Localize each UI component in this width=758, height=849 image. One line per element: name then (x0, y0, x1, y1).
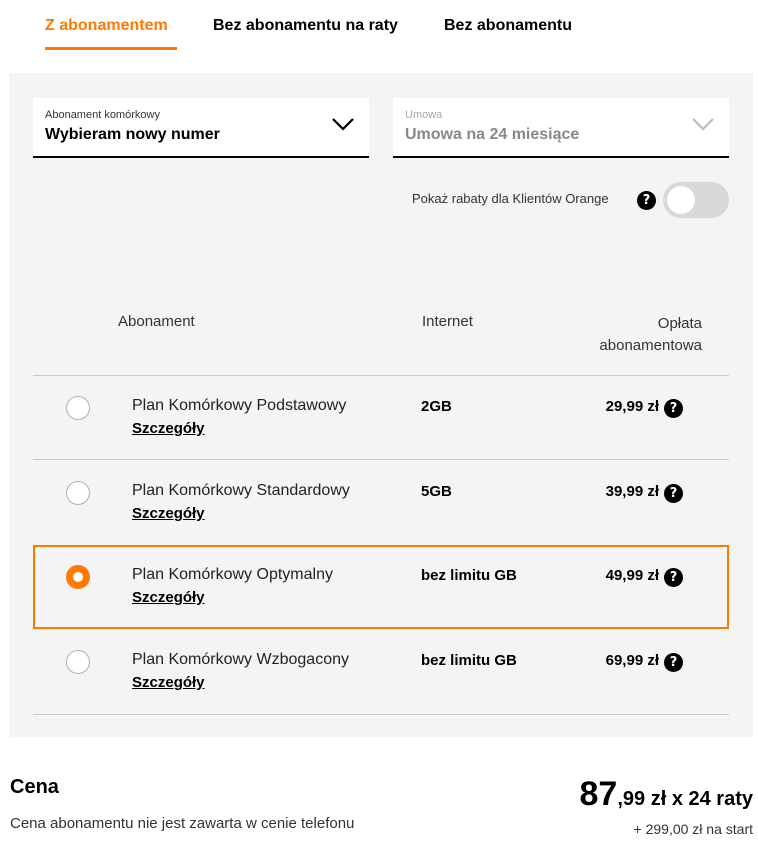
plan-type-select[interactable] (33, 98, 369, 158)
contract-select[interactable] (393, 98, 729, 158)
column-header-fee (560, 313, 702, 357)
plan-type-value: Wybieram nowy numer (45, 126, 220, 143)
discount-toggle[interactable] (663, 182, 729, 218)
details-link[interactable]: Szczegóły (132, 420, 205, 437)
plan-row[interactable] (33, 461, 729, 545)
contract-label: Umowa (405, 109, 443, 121)
contract-value: Umowa na 24 miesiące (405, 126, 580, 143)
help-icon[interactable]: ? (664, 484, 683, 503)
details-link[interactable]: Szczegóły (132, 674, 205, 691)
plan-price: 49,99 zł (605, 567, 659, 584)
column-header-fee-line2: abonamentowa (599, 337, 702, 354)
column-header-plan: Abonament (118, 313, 195, 330)
tab-bez-abonamentu-na-raty[interactable]: Bez abonamentu na raty (213, 17, 398, 34)
installment-price-rest: ,99 zł x 24 raty (617, 788, 753, 810)
installment-price (580, 775, 753, 814)
plan-price: 39,99 zł (605, 483, 659, 500)
plan-name: Plan Komórkowy Wzbogacony (132, 651, 349, 668)
tab-bez-abonamentu[interactable]: Bez abonamentu (444, 17, 573, 34)
details-link[interactable]: Szczegóły (132, 589, 205, 606)
plan-name: Plan Komórkowy Standardowy (132, 482, 350, 499)
chevron-down-icon (331, 116, 355, 132)
column-header-fee-line1: Opłata (657, 315, 702, 332)
price-note: Cena abonamentu nie jest zawarta w cenie telefonu (10, 815, 355, 832)
plan-row[interactable] (33, 376, 729, 460)
plan-price: 29,99 zł (605, 398, 659, 415)
start-price: + 299,00 zł na start (633, 821, 753, 837)
plan-name: Plan Komórkowy Podstawowy (132, 397, 347, 414)
plan-radio-selected[interactable] (66, 565, 90, 589)
help-icon[interactable]: ? (664, 399, 683, 418)
plan-radio[interactable] (66, 650, 90, 674)
column-header-internet: Internet (422, 313, 473, 330)
plan-name: Plan Komórkowy Optymalny (132, 566, 333, 583)
plan-internet: 5GB (421, 483, 452, 500)
installment-price-integer: 87 (579, 775, 618, 813)
help-icon[interactable]: ? (637, 191, 656, 210)
price-title: Cena (10, 776, 59, 798)
plan-radio[interactable] (66, 396, 90, 420)
help-icon[interactable]: ? (664, 568, 683, 587)
plan-row-selected[interactable] (33, 545, 729, 629)
help-icon[interactable]: ? (664, 653, 683, 672)
discount-toggle-label: Pokaż rabaty dla Klientów Orange (412, 191, 609, 206)
plan-internet: bez limitu GB (421, 652, 517, 669)
active-tab-indicator (45, 47, 177, 50)
chevron-down-icon (691, 116, 715, 132)
plan-row[interactable] (33, 630, 729, 714)
plan-internet: bez limitu GB (421, 567, 517, 584)
tab-z-abonamentem[interactable]: Z abonamentem (45, 17, 168, 34)
details-link[interactable]: Szczegóły (132, 505, 205, 522)
tab-bar (0, 0, 758, 60)
divider (33, 714, 729, 715)
plan-radio[interactable] (66, 481, 90, 505)
plan-internet: 2GB (421, 398, 452, 415)
toggle-knob (667, 186, 695, 214)
plan-type-label: Abonament komórkowy (45, 109, 160, 121)
plan-price: 69,99 zł (605, 652, 659, 669)
